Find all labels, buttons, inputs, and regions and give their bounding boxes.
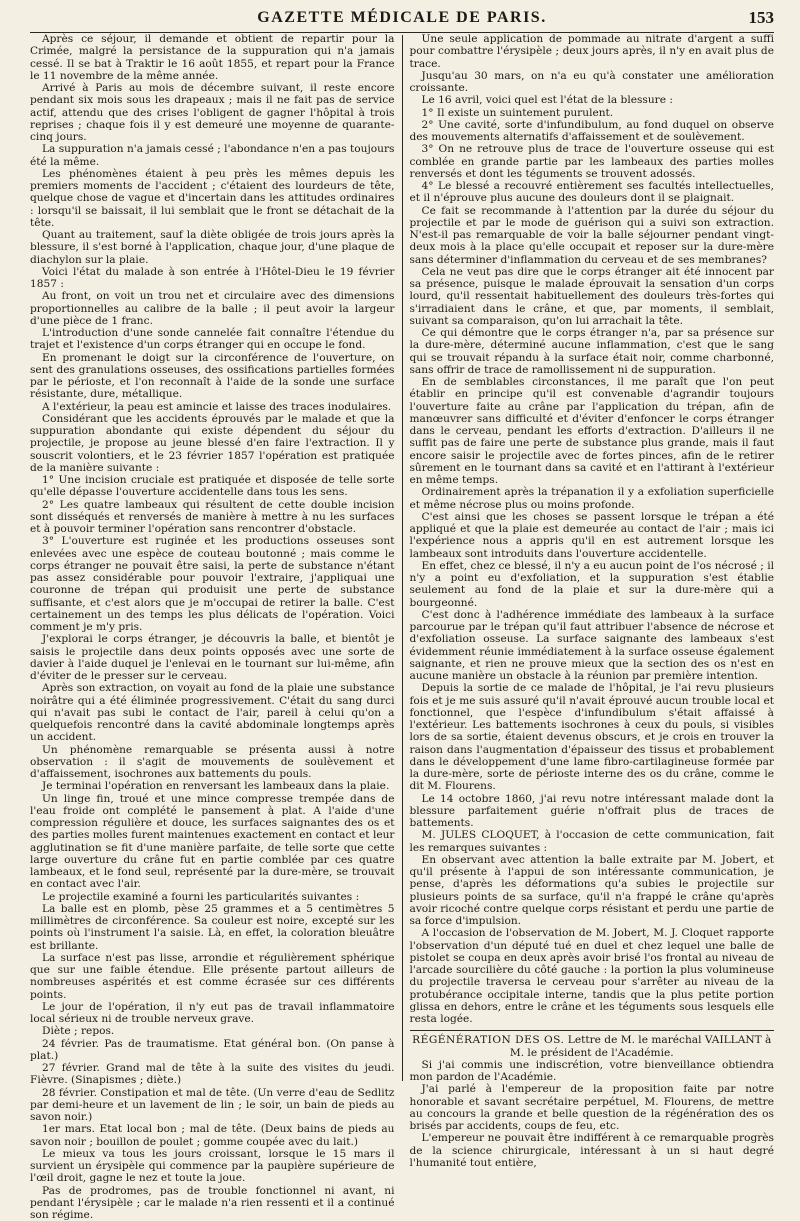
paragraph: En effet, chez ce blessé, il n'y a eu aucun point de l'os nécrosé ; il n'y a point eu d'exfoliation, et la suppuration s'est établie seulement au fond de la plaie et sur la dure-mère qui a bourgeonné. [410, 560, 775, 609]
page-header [30, 6, 774, 33]
paragraph: La suppuration n'a jamais cessé ; l'abondance n'en a pas toujours été la même. [30, 143, 395, 168]
paragraph: A l'extérieur, la peau est amincie et laisse des traces inodulaires. [30, 401, 395, 413]
paragraph: Ce qui démontre que le corps étranger n'a, par sa présence sur la dure-mère, déterminé aucune inflammation, c'est que le sang qui se trouvait répandu à la surface était noir, comme charbonné, sans offrir de trace de ramollissement ni de suppuration. [410, 327, 775, 376]
paragraph: En de semblables circonstances, il me paraît que l'on peut établir en principe qu'il est convenable d'agrandir toujours l'ouverture faite au crâne par l'application du trépan, afin de manœuvrer sans difficulté et d'éviter d'enfoncer le corps étranger dans le cerveau, pendant les efforts d'extraction. D'ailleurs il ne suffit pas de faire une perte de substance plus grande, mais il faut encore saisir le projectile avec de fortes pinces, afin de le retirer sûrement en le tournant dans sa cavité et en l'attirant à l'extérieur en même temps. [410, 376, 775, 486]
journal-title: GAZETTE MÉDICALE DE PARIS. [30, 9, 774, 27]
paragraph: Cela ne veut pas dire que le corps étranger ait été innocent par sa présence, puisque le malade éprouvait la sensation d'un corps lourd, qu'il ressentait habituellement des douleurs très-fortes qui s'irradiaient dans le crâne, et que, par moments, il semblait, suivant sa comparaison, qu'on lui arrachait la tête. [410, 266, 775, 327]
paragraph: Après ce séjour, il demande et obtient de repartir pour la Crimée, malgré la persistance de la suppuration qui n'a jamais cessé. Il se bat à Traktir le 16 août 1855, et repart pour la France le 11 novembre de la même année. [30, 33, 395, 82]
paragraph: 24 février. Pas de traumatisme. Etat général bon. (On panse à plat.) [30, 1038, 395, 1063]
paragraph: Pas de prodromes, pas de trouble fonctionnel ni avant, ni pendant l'érysipèle ; car le malade n'a rien ressenti et il a continué son régime. [30, 1185, 395, 1221]
paragraph: J'ai parlé à l'empereur de la proposition faite par notre honorable et savant secrétaire perpétuel, M. Flourens, de mettre au concours la grande et belle question de la régénération des os brisés par accidents, coups de feu, etc. [410, 1083, 775, 1132]
paragraph: Les phénomènes étaient à peu près les mêmes depuis les premiers moments de l'accident ; c'étaient des lourdeurs de tête, quelque chose de vague et d'incertain dans les attitudes ordinaires : lorsqu'il se baissait, il lui semblait que le front se détachait de la tête. [30, 168, 395, 229]
paragraph: 2° Une cavité, sorte d'infundibulum, au fond duquel on observe des mouvements alternatifs d'affaissement et de soulèvement. [410, 119, 775, 144]
paragraph: L'empereur ne pouvait être indifférent à ce remarquable progrès de la science chirurgicale, intéressant à un si haut degré l'humanité tout entière, [410, 1132, 775, 1169]
section-heading: RÉGÉNÉRATION DES OS. [412, 1034, 564, 1046]
paragraph: 1° Une incision cruciale est pratiquée et disposée de telle sorte qu'elle dépasse l'ouverture accidentelle dans tous les sens. [30, 474, 395, 499]
paragraph: C'est ainsi que les choses se passent lorsque le trépan a été appliqué et que la plaie est demeurée au contact de l'air ; mais ici l'expérience nous a appris qu'il en est autrement lorsque les lambeaux sont introduits dans l'ouverture accidentelle. [410, 511, 775, 560]
paragraph: En observant avec attention la balle extraite par M. Jobert, et qu'il présente à l'appui de son intéressante communication, je pense, d'après les déformations qu'a subies le projectile sur plusieurs points de sa surface, qu'il n'a frappé le crâne qu'après avoir ricoché contre quelque corps résistant et perdu une partie de sa force d'impulsion. [410, 854, 775, 928]
paragraph: Le 14 octobre 1860, j'ai revu notre intéressant malade dont la blessure parfaitement guérie n'offrait plus de traces de battements. [410, 793, 775, 830]
paragraph: Jusqu'au 30 mars, on n'a eu qu'à constater une amélioration croissante. [410, 70, 775, 95]
paragraph: Voici l'état du malade à son entrée à l'Hôtel-Dieu le 19 février 1857 : [30, 266, 395, 291]
paragraph: Une seule application de pommade au nitrate d'argent a suffi pour combattre l'érysipèle ; deux jours après, il n'y en avait plus de trace. [410, 33, 775, 70]
paragraph: Un phénomène remarquable se présenta aussi à notre observation : il s'agit de mouvements de soulèvement et d'affaissement, isochrones aux battements du pouls. [30, 744, 395, 781]
paragraph: 3° On ne retrouve plus de trace de l'ouverture osseuse qui est comblée en grande partie par les lambeaux des parties molles renversés et dont les téguments se trouvent adossés. [410, 143, 775, 180]
paragraph: 28 février. Constipation et mal de tête. (Un verre d'eau de Sedlitz par demi-heure et un lavement de lin ; le soir, un bain de pieds au savon noir.) [30, 1087, 395, 1124]
paragraph: Ce fait se recommande à l'attention par la durée du séjour du projectile et par le mode de guérison qui a suivi son extraction. N'est-il pas remarquable de voir la balle séjourner pendant vingt-deux mois à la place qu'elle occupait et reposer sur la dure-mère sans déterminer d'inflammation du cerveau et de ses membranes? [410, 205, 775, 266]
paragraph: Arrivé à Paris au mois de décembre suivant, il reste encore pendant six mois sous les drapeaux ; mais il ne fait pas de service actif, attendu que des crises l'obligent de gagner l'hôpital à trois reprises ; chaque fois il y est demeuré une moyenne de quarante-cinq jours. [30, 82, 395, 143]
paragraph: Au front, on voit un trou net et circulaire avec des dimensions proportionnelles au calibre de la balle ; il peut avoir la largeur d'une pièce de 1 franc. [30, 290, 395, 327]
section-paragraphs [410, 1059, 775, 1169]
paragraph: La balle est en plomb, pèse 25 grammes et a 5 centimètres 5 millimètres de circonférence. Sa couleur est noire, excepté sur les points où l'instrument l'a saisie. Là, en effet, la coloration bleuâtre est brillante. [30, 903, 395, 952]
paragraph: Le projectile examiné a fourni les particularités suivantes : [30, 891, 395, 903]
section-title: Lettre de M. le maréchal VAILLANT à M. le président de l'Académie. [510, 1034, 772, 1058]
paragraph: Quant au traitement, sauf la diète obligée de trois jours après la blessure, il s'est borné à l'application, chaque jour, d'une plaque de diachylon sur la plaie. [30, 229, 395, 266]
paragraph: Ordinairement après la trépanation il y a exfoliation superficielle et même nécrose plus ou moins profonde. [410, 486, 775, 511]
paragraph: Diète ; repos. [30, 1025, 395, 1037]
paragraph: L'introduction d'une sonde cannelée fait connaître l'étendue du trajet et l'existence d'un corps étranger qui en occupe le fond. [30, 327, 395, 352]
paragraph: Le 16 avril, voici quel est l'état de la blessure : [410, 94, 775, 106]
paragraph: La surface n'est pas lisse, arrondie et régulièrement sphérique que sur une faible étendue. Elle présente partout ailleurs de nombreuses aspérités et est comme écrasée sur ces différents points. [30, 952, 395, 1001]
paragraph: 1° Il existe un suintement purulent. [410, 107, 775, 119]
paragraph: 2° Les quatre lambeaux qui résultent de cette double incision sont disséqués et renversés de manière à mettre à nu les surfaces et à pouvoir terminer l'opération sans rencontrer d'obstacle. [30, 499, 395, 536]
paragraph: M. JULES CLOQUET, à l'occasion de cette communication, fait les remarques suivantes : [410, 829, 775, 854]
section-regeneration [410, 1030, 775, 1169]
page-number: 153 [749, 8, 775, 28]
paragraph: 3° L'ouverture est ruginée et les productions osseuses sont enlevées avec une espèce de couteau boutonné ; mais comme le corps étranger ne pouvait être saisi, la perte de substance n'étant pas assez considérable pour pouvoir l'extraire, j'appliquai une couronne de trépan qui produisit une perte de substance suffisante, et c'est alors que je m'occupai de retirer la balle. C'est certainement un des temps les plus délicats de l'opération. Voici comment je m'y pris. [30, 535, 395, 633]
left-column [30, 33, 402, 1081]
paragraph: Considérant que les accidents éprouvés par le malade et que la suppuration abondante qui existe dépendent du séjour du projectile, je propose au jeune blessé d'en faire l'extraction. Il y souscrit volontiers, et le 23 février 1857 l'opération est pratiquée de la manière suivante : [30, 413, 395, 474]
paragraph: Après son extraction, on voyait au fond de la plaie une substance noirâtre qui a été éliminée progressivement. C'était du sang durci qui n'avait pas subi le contact de l'air, pareil à celui qu'on a quelquefois rencontré dans la cavité abdominale longtemps après un accident. [30, 682, 395, 743]
paragraph: Le jour de l'opération, il n'y eut pas de travail inflammatoire local sérieux ni de trouble nerveux grave. [30, 1001, 395, 1026]
right-column-text [410, 33, 775, 1025]
paragraph: Un linge fin, troué et une mince compresse trempée dans de l'eau froide ont complété le pansement à plat. A l'aide d'une compression régulière et douce, les surfaces saignantes des os et des parties molles furent maintenues exactement en contact et leur agglutination se fit d'une manière parfaite, de telle sorte que cette large ouverture du crâne fut en partie comblée par ces quatre lambeaux, et le fond seul, représenté par la dure-mère, se trouvait en contact avec l'air. [30, 793, 395, 891]
paragraph: J'explorai le corps étranger, je découvris la balle, et bientôt je saisis le projectile dans deux points opposés avec une sorte de davier à l'aide duquel je l'enlevai en le tournant sur lui-même, afin d'éviter de le presser sur le cerveau. [30, 633, 395, 682]
paragraph: En promenant le doigt sur la circonférence de l'ouverture, on sent des granulations osseuses, des ossifications partielles formées par le périoste, et l'on reconnaît à l'aide de la sonde une surface résistante, dure, métallique. [30, 352, 395, 401]
paragraph: Je terminai l'opération en renversant les lambeaux dans la plaie. [30, 780, 395, 792]
paragraph: Si j'ai commis une indiscrétion, votre bienveillance obtiendra mon pardon de l'Académie. [410, 1059, 775, 1084]
paragraph: 4° Le blessé a recouvré entièrement ses facultés intellectuelles, et il n'éprouve plus aucune des douleurs dont il se plaignait. [410, 180, 775, 205]
paragraph: A l'occasion de l'observation de M. Jobert, M. J. Cloquet rapporte l'observation d'un député tué en duel et chez lequel une balle de pistolet se coupa en deux après avoir brisé l'os frontal au niveau de l'arcade sourcilière du côté gauche : la portion la plus volumineuse du projectile traversa le cerveau pour s'arrêter au niveau de la protubérance occipitale interne, tandis que la plus petite portion glissa en dehors, entre le crâne et les téguments sous lesquels elle resta logée. [410, 927, 775, 1025]
paragraph: 27 février. Grand mal de tête à la suite des visites du jeudi. Fièvre. (Sinapismes ; diète.) [30, 1062, 395, 1087]
paragraph: 1er mars. Etat local bon ; mal de tête. (Deux bains de pieds au savon noir ; bouillon de poulet ; gomme coupée avec du lait.) [30, 1123, 395, 1148]
paragraph: C'est donc à l'adhérence immédiate des lambeaux à la surface parcourue par le trépan qu'il faut attribuer l'absence de nécrose et d'exfoliation osseuse. La surface saignante des lambeaux s'est évidemment réunie immédiatement à la surface osseuse également saignante, et rien ne prouve mieux que la section des os n'est en aucune manière un obstacle à la réunion par première intention. [410, 609, 775, 683]
right-column [403, 33, 775, 1081]
article-columns [30, 33, 774, 1081]
paragraph: Le mieux va tous les jours croissant, lorsque le 15 mars il survient un érysipèle qui commence par la paupière supérieure de l'œil droit, gagne le nez et toute la joue. [30, 1148, 395, 1185]
paragraph: Depuis la sortie de ce malade de l'hôpital, je l'ai revu plusieurs fois et je me suis assuré qu'il n'avait éprouvé aucun trouble local et fonctionnel, que l'espèce d'infundibulum s'était affaissé à l'extérieur. Les battements isochrones à ceux du pouls, si visibles lors de sa sortie, étaient devenus obscurs, et je crois en trouver la raison dans l'augmentation d'épaisseur des tissus et probablement dans le développement d'une lame fibro-cartilagineuse formée par la dure-mère, sorte de périoste interne des os du crâne, comme le dit M. Flourens. [410, 682, 775, 792]
